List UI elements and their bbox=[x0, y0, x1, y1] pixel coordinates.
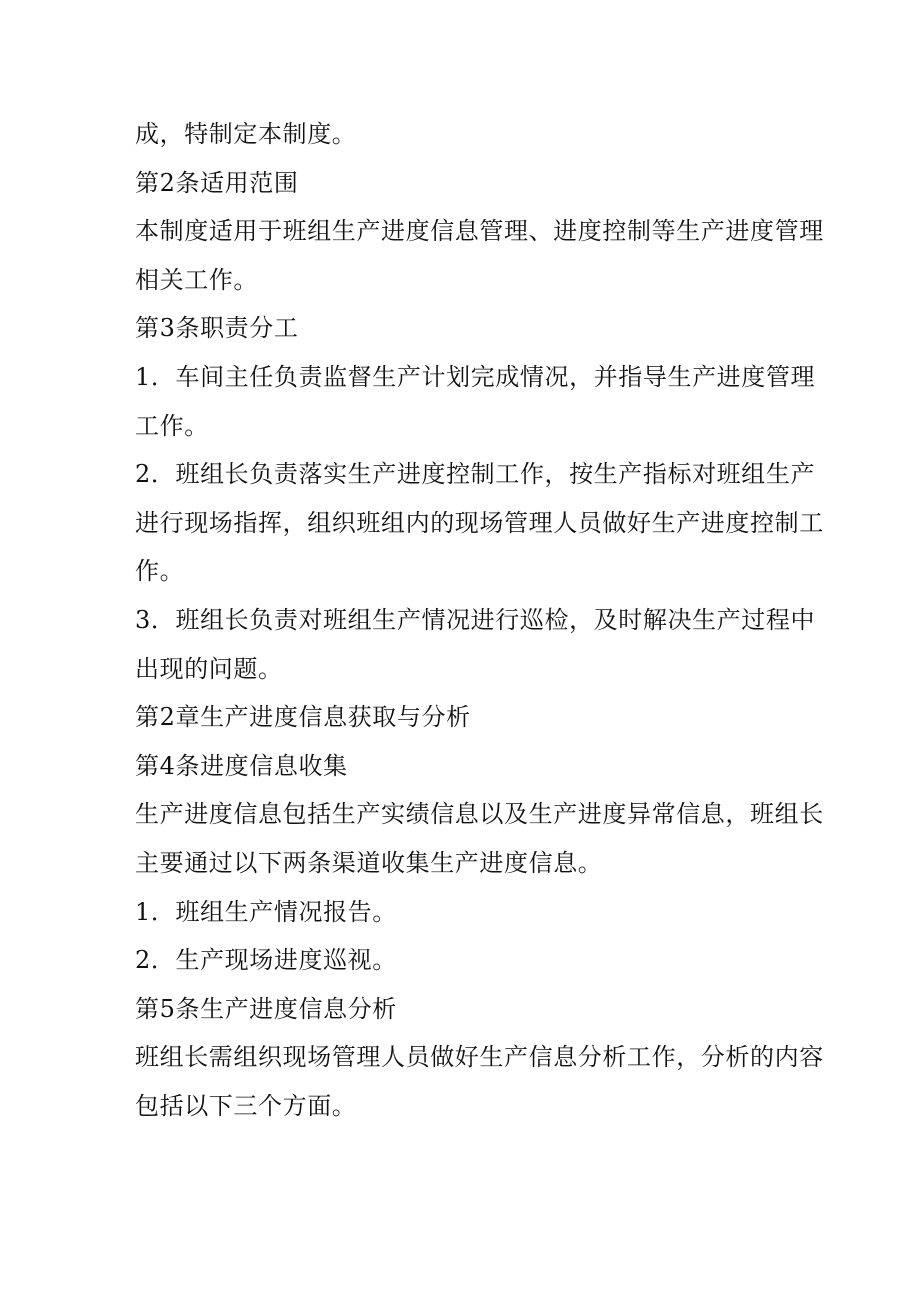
text-line: 相关工作。 bbox=[135, 265, 258, 294]
chapter-heading: 第2章生产进度信息获取与分析 bbox=[135, 703, 471, 732]
text-line: 生产进度信息包括生产实绩信息以及生产进度异常信息，班组长 bbox=[135, 800, 824, 829]
list-item: 1．车间主任负责监督生产计划完成情况，并指导生产进度管理 bbox=[135, 362, 816, 391]
text-line: 成，特制定本制度。 bbox=[135, 120, 357, 148]
text-line: 包括以下三个方面。 bbox=[135, 1091, 357, 1120]
article-heading: 第4条进度信息收集 bbox=[135, 751, 348, 780]
text-line: 班组长需组织现场管理人员做好生产信息分析工作，分析的内容 bbox=[135, 1043, 824, 1072]
list-item: 2．班组长负责落实生产进度控制工作，按生产指标对班组生产 bbox=[135, 460, 816, 489]
list-item: 1．班组生产情况报告。 bbox=[135, 897, 397, 926]
text-line: 出现的问题。 bbox=[135, 654, 283, 683]
article-heading: 第2条适用范围 bbox=[135, 168, 299, 197]
text-line: 本制度适用于班组生产进度信息管理、进度控制等生产进度管理 bbox=[135, 217, 824, 246]
article-heading: 第3条职责分工 bbox=[135, 314, 299, 343]
list-item: 3．班组长负责对班组生产情况进行巡检，及时解决生产过程中 bbox=[135, 605, 816, 634]
document-body bbox=[135, 110, 824, 1130]
list-item: 2．生产现场进度巡视。 bbox=[135, 946, 397, 975]
text-line: 作。 bbox=[135, 557, 185, 586]
article-heading: 第5条生产进度信息分析 bbox=[135, 994, 397, 1023]
text-line: 工作。 bbox=[135, 411, 209, 440]
text-line: 主要通过以下两条渠道收集生产进度信息。 bbox=[135, 848, 603, 877]
text-line: 进行现场指挥，组织班组内的现场管理人员做好生产进度控制工 bbox=[135, 508, 824, 537]
